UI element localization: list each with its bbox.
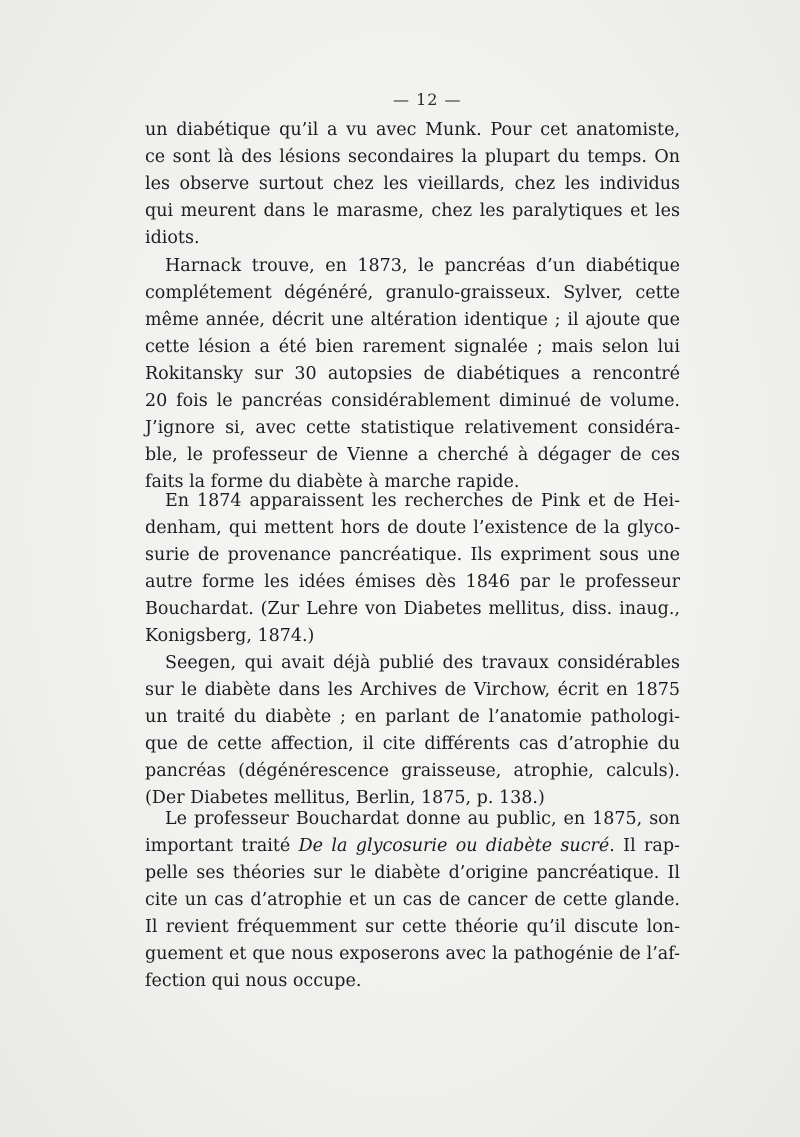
text-line: J’ignore si, avec cette statistique relativement considéra-	[145, 418, 680, 438]
text-line: pelle ses théories sur le diabète d’origine pancréatique. Il	[145, 863, 680, 883]
text-line: complétement dégénéré, granulo-graisseux. Sylver, cette	[145, 283, 680, 303]
text-line: denham, qui mettent hors de doute l’existence de la glyco-	[145, 518, 680, 538]
text-fragment: Il rap-	[623, 836, 680, 856]
text-line: que de cette affection, il cite différents cas d’atrophie du	[145, 734, 680, 754]
text-line: autre forme les idées émises dès 1846 par le professeur	[145, 572, 680, 592]
text-line: Rokitansky sur 30 autopsies de diabétiques a rencontré	[145, 364, 680, 384]
text-line: Harnack trouve, en 1873, le pancréas d’un diabétique	[165, 256, 680, 276]
page-number: — 12 —	[393, 90, 462, 109]
text-line: même année, décrit une altération identique ; il ajoute que	[145, 310, 680, 330]
text-line: cette lésion a été bien rarement signalée ; mais selon lui	[145, 337, 680, 357]
paragraph-5	[145, 806, 680, 995]
paragraph-3	[145, 488, 680, 650]
text-line: idiots.	[145, 228, 200, 248]
text-line: pancréas (dégénérescence graisseuse, atrophie, calculs).	[145, 761, 680, 781]
text-line: Bouchardat. (Zur Lehre von Diabetes mellitus, diss. inaug.,	[145, 599, 680, 619]
text-line: sur le diabète dans les Archives de Virchow, écrit en 1875	[145, 680, 680, 700]
text-line: cite un cas d’atrophie et un cas de cancer de cette glande.	[145, 890, 680, 910]
text-line: ce sont là des lésions secondaires la plupart du temps. On	[145, 147, 680, 167]
text-line: Seegen, qui avait déjà publié des travaux considérables	[165, 653, 680, 673]
text-line: Le professeur Bouchardat donne au public, en 1875, son	[165, 809, 680, 829]
text-line-with-title	[145, 833, 680, 860]
paragraph-1	[145, 117, 680, 252]
text-line: qui meurent dans le marasme, chez les paralytiques et les	[145, 201, 680, 221]
text-line: faits la forme du diabète à marche rapide.	[145, 472, 520, 492]
text-line: les observe surtout chez les vieillards, chez les individus	[145, 174, 680, 194]
text-line: un diabétique qu’il a vu avec Munk. Pour cet anatomiste,	[145, 120, 680, 140]
paragraph-2	[145, 253, 680, 496]
text-line: En 1874 apparaissent les recherches de Pink et de Hei-	[165, 491, 680, 511]
text-line: (Der Diabetes mellitus, Berlin, 1875, p. 138.)	[145, 788, 545, 808]
text-line: 20 fois le pancréas considérablement diminué de volume.	[145, 391, 680, 411]
text-line: un traité du diabète ; en parlant de l’anatomie pathologi-	[145, 707, 680, 727]
book-title: De la glycosurie ou diabète sucré.	[298, 836, 615, 856]
text-line: ble, le professeur de Vienne a cherché à dégager de ces	[145, 445, 680, 465]
text-fragment: important traité	[145, 836, 291, 856]
text-line: fection qui nous occupe.	[145, 971, 362, 991]
text-line: Il revient fréquemment sur cette théorie qu’il discute lon-	[145, 917, 680, 937]
text-line: Konigsberg, 1874.)	[145, 626, 315, 646]
text-line: surie de provenance pancréatique. Ils expriment sous une	[145, 545, 680, 565]
text-line: guement et que nous exposerons avec la pathogénie de l’af-	[145, 944, 680, 964]
paragraph-4	[145, 650, 680, 812]
